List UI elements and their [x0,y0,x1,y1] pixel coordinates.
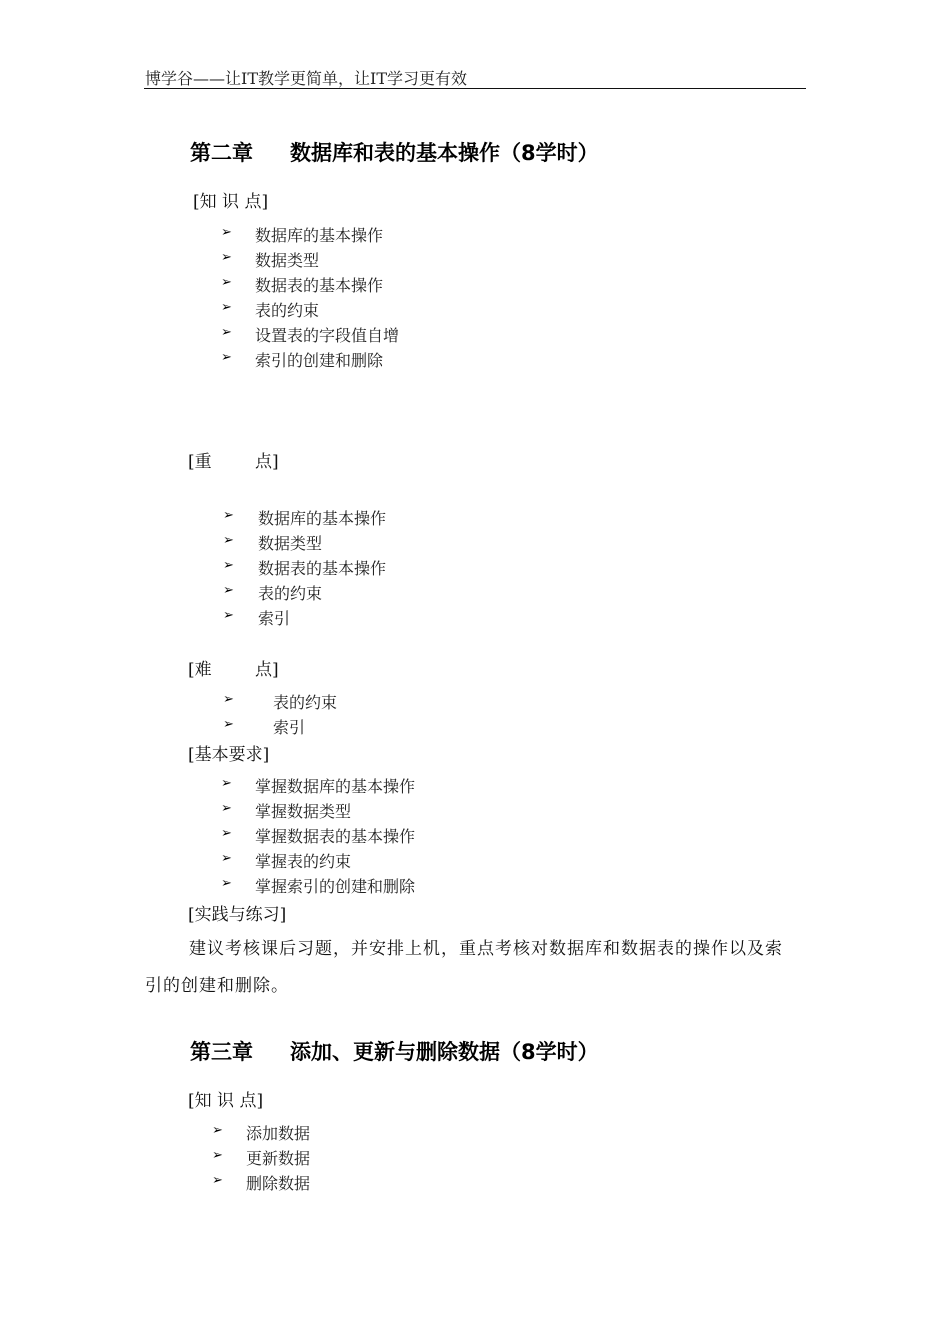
ch2-practice-line-2: 引的创建和删除。 [145,976,289,996]
ch2-requirement-item: 掌握索引的创建和删除 [255,877,416,896]
header-divider [144,88,806,89]
arrowhead-bullet-icon: ➢ [221,250,232,265]
arrowhead-bullet-icon: ➢ [221,776,232,791]
ch2-knowledge-item: 设置表的字段值自增 [255,326,400,345]
arrowhead-bullet-icon: ➢ [223,608,234,623]
ch2-requirement-item: 掌握数据类型 [255,802,352,821]
arrowhead-bullet-icon: ➢ [221,851,232,866]
chapter-2-number: 第二章 [190,141,253,165]
arrowhead-bullet-icon: ➢ [223,558,234,573]
ch2-practice-line-1: 建议考核课后习题，并安排上机，重点考核对数据库和数据表的操作以及索 [189,939,783,959]
arrowhead-bullet-icon: ➢ [212,1173,223,1188]
ch2-difficult-label-right: 点] [255,660,279,680]
arrowhead-bullet-icon: ➢ [212,1123,223,1138]
arrowhead-bullet-icon: ➢ [221,350,232,365]
ch2-knowledge-label: [知 识 点] [193,192,269,212]
ch2-key-item: 数据类型 [258,534,323,553]
chapter-2-heading [190,137,599,167]
ch2-difficult-label-left: [难 [188,660,212,680]
chapter-3-number: 第三章 [190,1040,253,1064]
ch2-requirement-item: 掌握数据表的基本操作 [255,827,416,846]
ch3-knowledge-item: 删除数据 [246,1174,311,1193]
ch2-knowledge-item: 数据类型 [255,251,320,270]
arrowhead-bullet-icon: ➢ [223,508,234,523]
ch2-key-item: 数据表的基本操作 [258,559,387,578]
arrowhead-bullet-icon: ➢ [221,325,232,340]
chapter-3-heading [190,1036,599,1066]
ch2-requirements-label: [基本要求] [188,745,270,765]
ch2-practice-label: [实践与练习] [188,905,287,925]
ch3-knowledge-item: 更新数据 [246,1149,311,1168]
ch2-knowledge-item: 索引的创建和删除 [255,351,384,370]
ch2-key-label-right: 点] [255,452,279,472]
ch3-knowledge-label: [知 识 点] [188,1091,264,1111]
ch2-key-item: 索引 [258,609,291,628]
ch2-requirement-item: 掌握表的约束 [255,852,352,871]
arrowhead-bullet-icon: ➢ [223,533,234,548]
ch2-key-item: 数据库的基本操作 [258,509,387,528]
ch2-difficult-item: 索引 [273,718,306,737]
arrowhead-bullet-icon: ➢ [221,275,232,290]
arrowhead-bullet-icon: ➢ [212,1148,223,1163]
ch3-knowledge-item: 添加数据 [246,1124,311,1143]
arrowhead-bullet-icon: ➢ [221,876,232,891]
ch2-knowledge-item: 表的约束 [255,301,320,320]
ch2-requirement-item: 掌握数据库的基本操作 [255,777,416,796]
ch2-difficult-item: 表的约束 [273,693,338,712]
chapter-3-title: 添加、更新与删除数据（8学时） [290,1040,599,1064]
ch2-knowledge-item: 数据库的基本操作 [255,226,384,245]
arrowhead-bullet-icon: ➢ [223,583,234,598]
arrowhead-bullet-icon: ➢ [223,692,234,707]
ch2-key-label-left: [重 [188,452,212,472]
arrowhead-bullet-icon: ➢ [221,801,232,816]
arrowhead-bullet-icon: ➢ [221,300,232,315]
arrowhead-bullet-icon: ➢ [221,225,232,240]
chapter-2-title: 数据库和表的基本操作（8学时） [290,141,599,165]
ch2-knowledge-item: 数据表的基本操作 [255,276,384,295]
ch2-key-item: 表的约束 [258,584,323,603]
arrowhead-bullet-icon: ➢ [223,717,234,732]
page-header: 博学谷——让IT教学更简单，让IT学习更有效 [145,69,467,88]
arrowhead-bullet-icon: ➢ [221,826,232,841]
